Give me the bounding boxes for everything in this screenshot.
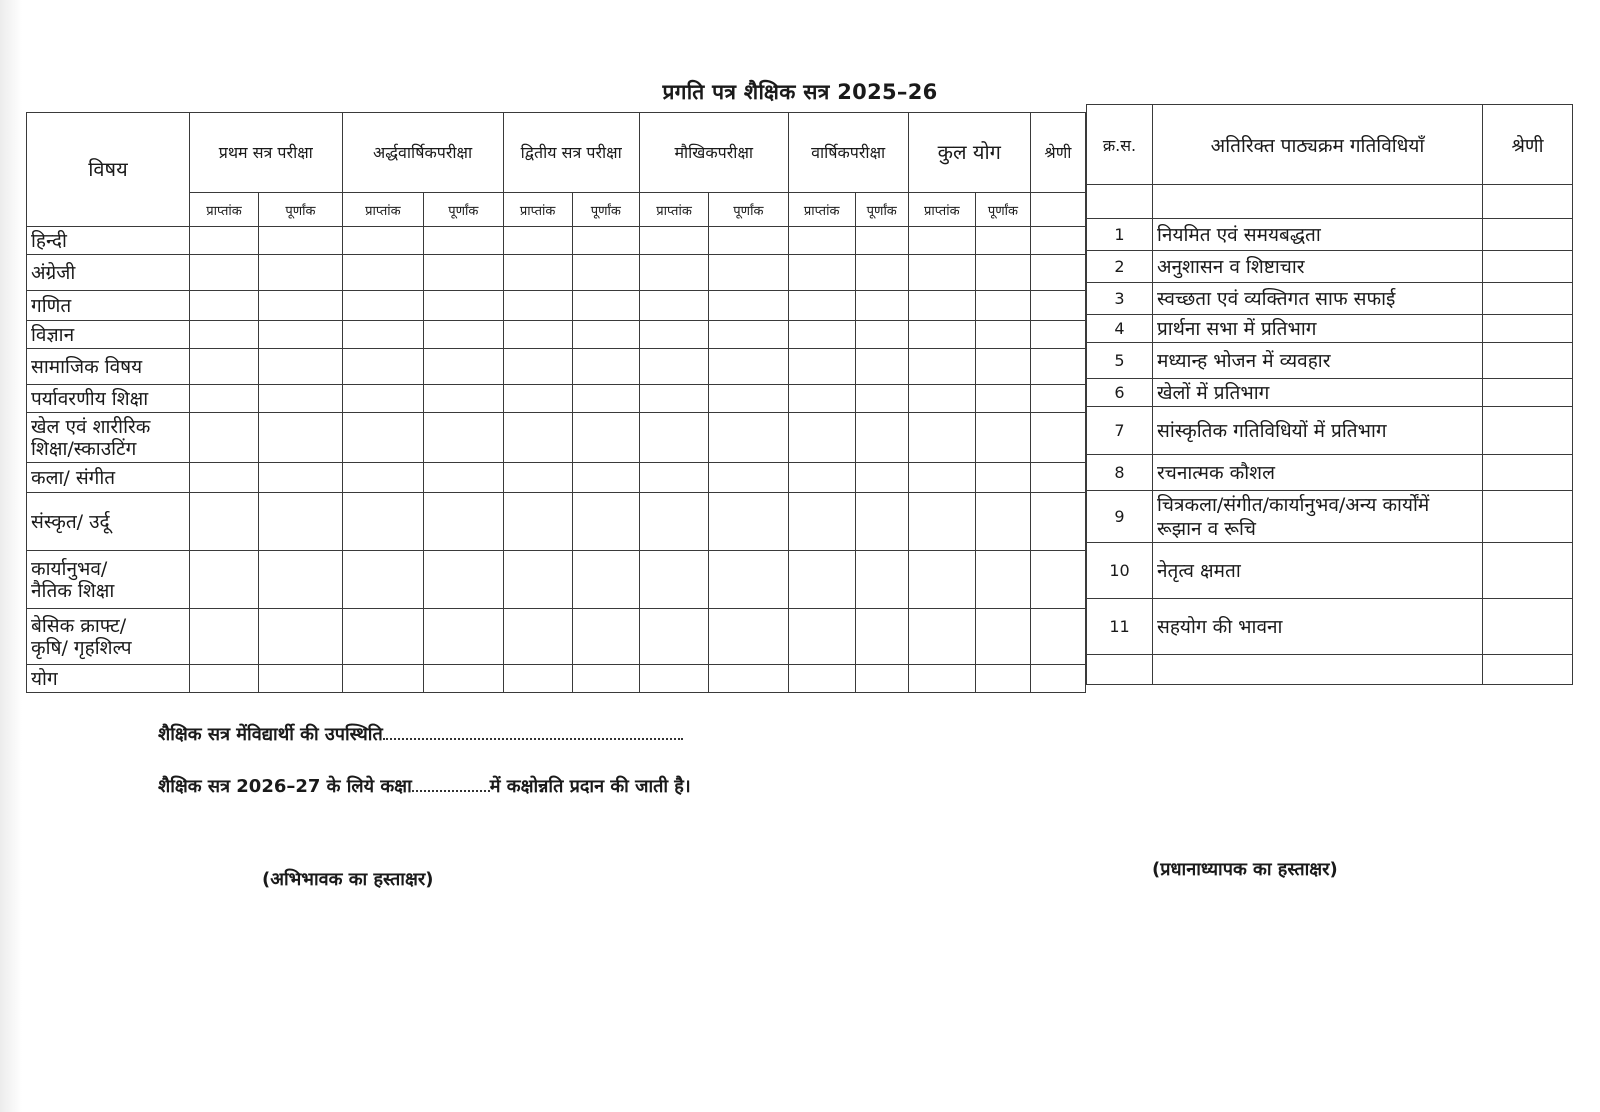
subject-name-line: कृषि/ गृहशिल्प	[31, 636, 132, 659]
activity-row	[1087, 343, 1573, 379]
activity-row	[1087, 219, 1573, 251]
marks-cell[interactable]	[639, 349, 708, 385]
class-blank[interactable]	[412, 776, 490, 792]
marks-cell[interactable]	[572, 665, 639, 693]
marks-cell[interactable]	[1030, 665, 1085, 693]
marks-cell[interactable]	[503, 609, 572, 665]
activity-grade-cell[interactable]	[1483, 407, 1573, 455]
marks-cell[interactable]	[342, 291, 423, 321]
marks-cell[interactable]	[1030, 551, 1085, 609]
marks-cell[interactable]	[424, 291, 503, 321]
exam-group-header: वार्षिकपरीक्षा	[788, 113, 908, 193]
marks-cell[interactable]	[855, 385, 908, 413]
activity-row	[1087, 315, 1573, 343]
marks-cell[interactable]	[259, 665, 343, 693]
guardian-signature: (अभिभावक का हस्ताक्षर)	[262, 869, 434, 890]
marks-cell[interactable]	[342, 665, 423, 693]
marks-cell[interactable]	[342, 385, 423, 413]
activity-number: 3	[1087, 283, 1153, 315]
subject-row	[27, 321, 1086, 349]
marks-cell[interactable]	[855, 349, 908, 385]
marks-cell[interactable]	[709, 321, 788, 349]
subject-name-line: शिक्षा/स्काउटिंग	[31, 437, 137, 460]
marks-cell[interactable]	[259, 413, 343, 463]
marks-cell[interactable]	[189, 493, 258, 551]
subject-name: कला/ संगीत	[27, 463, 190, 493]
activity-grade-cell[interactable]	[1483, 543, 1573, 599]
marks-cell[interactable]	[908, 255, 975, 291]
activity-number: 5	[1087, 343, 1153, 379]
marks-cell[interactable]	[709, 385, 788, 413]
subject-row	[27, 255, 1086, 291]
marks-cell[interactable]	[259, 291, 343, 321]
activity-name: सहयोग की भावना	[1153, 599, 1483, 655]
promotion-label-before: शैक्षिक सत्र 2026–27 के लिये कक्षा	[158, 776, 412, 797]
marks-cell[interactable]	[503, 227, 572, 255]
activities-table	[1086, 104, 1573, 685]
marks-cell[interactable]	[572, 385, 639, 413]
marks-cell[interactable]	[639, 255, 708, 291]
marks-cell[interactable]	[189, 551, 258, 609]
activity-name: स्वच्छता एवं व्यक्तिगत साफ सफाई	[1153, 283, 1483, 315]
subject-name: संस्कृत/ उर्दू	[27, 493, 190, 551]
activity-row	[1087, 491, 1573, 543]
subject-name-line: नैतिक शिक्षा	[31, 579, 115, 602]
marks-cell[interactable]	[572, 551, 639, 609]
marks-cell[interactable]	[975, 255, 1030, 291]
marks-cell[interactable]	[572, 321, 639, 349]
marks-cell[interactable]	[189, 463, 258, 493]
subject-name: हिन्दी	[27, 227, 190, 255]
marks-cell[interactable]	[424, 413, 503, 463]
marks-cell[interactable]	[572, 291, 639, 321]
marks-cell[interactable]	[908, 291, 975, 321]
paper-edge-shadow	[0, 0, 22, 1112]
max-marks-header: पूर्णांक	[709, 193, 788, 227]
subject-name: पर्यावरणीय शिक्षा	[27, 385, 190, 413]
marks-cell[interactable]	[424, 255, 503, 291]
subject-name	[27, 413, 190, 463]
marks-cell[interactable]	[788, 227, 855, 255]
activity-name: सांस्कृतिक गतिविधियों में प्रतिभाग	[1153, 407, 1483, 455]
attendance-label: शैक्षिक सत्र मेंविद्यार्थी की उपस्थिति	[158, 724, 383, 745]
activity-row	[1087, 379, 1573, 407]
marks-cell[interactable]	[788, 463, 855, 493]
activity-grade-cell[interactable]	[1483, 219, 1573, 251]
marks-cell[interactable]	[975, 291, 1030, 321]
obtained-marks-header: प्राप्तांक	[788, 193, 855, 227]
marks-cell[interactable]	[572, 493, 639, 551]
marks-cell[interactable]	[1030, 413, 1085, 463]
marks-cell[interactable]	[503, 551, 572, 609]
marks-cell[interactable]	[259, 321, 343, 349]
marks-cell[interactable]	[189, 385, 258, 413]
marks-cell[interactable]	[342, 227, 423, 255]
subject-name	[27, 609, 190, 665]
marks-cell[interactable]	[259, 551, 343, 609]
activity-grade-header: श्रेणी	[1483, 105, 1573, 185]
marks-cell[interactable]	[259, 609, 343, 665]
activity-row	[1087, 283, 1573, 315]
subject-row	[27, 609, 1086, 665]
max-marks-header: पूर्णांक	[572, 193, 639, 227]
activity-grade-cell[interactable]	[1483, 251, 1573, 283]
activity-row	[1087, 407, 1573, 455]
marks-cell[interactable]	[639, 493, 708, 551]
marks-cell[interactable]	[855, 665, 908, 693]
marks-cell[interactable]	[788, 349, 855, 385]
marks-cell[interactable]	[342, 349, 423, 385]
marks-cell[interactable]	[1030, 227, 1085, 255]
activity-name: अनुशासन व शिष्टाचार	[1153, 251, 1483, 283]
marks-cell[interactable]	[855, 463, 908, 493]
marks-cell[interactable]	[639, 321, 708, 349]
marks-cell[interactable]	[908, 493, 975, 551]
marks-cell[interactable]	[639, 665, 708, 693]
max-marks-header: पूर्णांक	[855, 193, 908, 227]
marks-cell[interactable]	[709, 493, 788, 551]
marks-cell[interactable]	[709, 463, 788, 493]
marks-cell[interactable]	[259, 463, 343, 493]
marks-cell[interactable]	[572, 413, 639, 463]
activity-name: रचनात्मक कौशल	[1153, 455, 1483, 491]
marks-cell[interactable]	[908, 385, 975, 413]
subject-row	[27, 463, 1086, 493]
marks-cell[interactable]	[424, 321, 503, 349]
marks-cell[interactable]	[855, 609, 908, 665]
marks-cell[interactable]	[855, 493, 908, 551]
activity-grade-cell[interactable]	[1483, 315, 1573, 343]
marks-cell[interactable]	[424, 493, 503, 551]
marks-cell[interactable]	[855, 227, 908, 255]
marks-cell[interactable]	[709, 349, 788, 385]
max-marks-header: पूर्णांक	[259, 193, 343, 227]
marks-cell[interactable]	[1030, 493, 1085, 551]
subject-name-line: खेल एवं शारीरिक	[31, 415, 151, 438]
marks-cell[interactable]	[975, 385, 1030, 413]
marks-cell[interactable]	[342, 463, 423, 493]
activity-number: 1	[1087, 219, 1153, 251]
marks-cell[interactable]	[1030, 463, 1085, 493]
marks-cell[interactable]	[503, 349, 572, 385]
activity-number: 6	[1087, 379, 1153, 407]
obtained-marks-header: प्राप्तांक	[189, 193, 258, 227]
activity-number: 9	[1087, 491, 1153, 543]
marks-cell[interactable]	[342, 551, 423, 609]
marks-cell[interactable]	[855, 413, 908, 463]
marks-cell[interactable]	[259, 255, 343, 291]
marks-cell[interactable]	[709, 227, 788, 255]
marks-cell[interactable]	[424, 227, 503, 255]
activity-number: 7	[1087, 407, 1153, 455]
marks-cell[interactable]	[189, 413, 258, 463]
subject-row	[27, 291, 1086, 321]
marks-cell[interactable]	[189, 291, 258, 321]
marks-cell[interactable]	[788, 321, 855, 349]
activities-end-row	[1087, 655, 1573, 685]
marks-cell[interactable]	[1030, 609, 1085, 665]
marks-cell[interactable]	[975, 321, 1030, 349]
subject-name: गणित	[27, 291, 190, 321]
subject-name-line: कार्यानुभव/	[31, 557, 108, 580]
subject-name: अंग्रेजी	[27, 255, 190, 291]
activities-spacer-row	[1087, 185, 1573, 219]
marks-cell[interactable]	[975, 609, 1030, 665]
obtained-marks-header: प्राप्तांक	[342, 193, 423, 227]
activity-name: नेतृत्व क्षमता	[1153, 543, 1483, 599]
obtained-marks-header: प्राप्तांक	[908, 193, 975, 227]
exam-group-header: कुल योग	[908, 113, 1030, 193]
marks-cell[interactable]	[855, 551, 908, 609]
activity-header: अतिरिक्त पाठ्यक्रम गतिविधियॉं	[1153, 105, 1483, 185]
marks-cell[interactable]	[342, 609, 423, 665]
activity-grade-cell[interactable]	[1483, 599, 1573, 655]
marks-cell[interactable]	[639, 609, 708, 665]
marks-cell[interactable]	[855, 321, 908, 349]
marks-cell[interactable]	[189, 609, 258, 665]
marks-cell[interactable]	[975, 665, 1030, 693]
marks-cell[interactable]	[572, 609, 639, 665]
marks-cell[interactable]	[503, 665, 572, 693]
marks-cell[interactable]	[424, 609, 503, 665]
marks-cell[interactable]	[259, 227, 343, 255]
marks-cell[interactable]	[639, 413, 708, 463]
activity-grade-cell[interactable]	[1483, 455, 1573, 491]
marks-cell[interactable]	[908, 609, 975, 665]
exam-group-header: मौखिकपरीक्षा	[639, 113, 788, 193]
activities-header-row	[1087, 105, 1573, 185]
grade-header: श्रेणी	[1030, 113, 1085, 193]
activity-grade-cell[interactable]	[1483, 283, 1573, 315]
activity-name: मध्यान्ह भोजन में व्यवहार	[1153, 343, 1483, 379]
activity-number: 10	[1087, 543, 1153, 599]
marks-cell[interactable]	[259, 349, 343, 385]
marks-cell[interactable]	[342, 255, 423, 291]
exam-group-header: प्रथम सत्र परीक्षा	[189, 113, 342, 193]
activity-row	[1087, 251, 1573, 283]
marks-cell[interactable]	[908, 349, 975, 385]
marks-cell[interactable]	[424, 551, 503, 609]
attendance-line	[158, 722, 683, 746]
activity-number: 8	[1087, 455, 1153, 491]
marks-cell[interactable]	[189, 255, 258, 291]
marks-cell[interactable]	[424, 463, 503, 493]
marks-cell[interactable]	[189, 349, 258, 385]
marks-cell[interactable]	[639, 291, 708, 321]
marks-cell[interactable]	[572, 463, 639, 493]
activity-name: नियमित एवं समयबद्धता	[1153, 219, 1483, 251]
marks-cell[interactable]	[572, 349, 639, 385]
subject-row	[27, 349, 1086, 385]
marks-cell[interactable]	[709, 291, 788, 321]
marks-cell[interactable]	[503, 291, 572, 321]
exam-group-header: द्वितीय सत्र परीक्षा	[503, 113, 639, 193]
marks-cell[interactable]	[788, 551, 855, 609]
marks-cell[interactable]	[709, 413, 788, 463]
marks-cell[interactable]	[908, 665, 975, 693]
marks-cell[interactable]	[503, 493, 572, 551]
marks-cell[interactable]	[788, 291, 855, 321]
exam-group-header: अर्द्धवार्षिकपरीक्षा	[342, 113, 503, 193]
activity-row	[1087, 543, 1573, 599]
marks-cell[interactable]	[855, 255, 908, 291]
marks-cell[interactable]	[709, 255, 788, 291]
marks-cell[interactable]	[855, 291, 908, 321]
marks-cell[interactable]	[788, 493, 855, 551]
marks-cell[interactable]	[908, 551, 975, 609]
report-card-title: प्रगति पत्र शैक्षिक सत्र 2025–26	[662, 80, 938, 104]
marks-cell[interactable]	[975, 551, 1030, 609]
marks-cell[interactable]	[424, 385, 503, 413]
marks-cell[interactable]	[1030, 385, 1085, 413]
activity-row	[1087, 599, 1573, 655]
principal-signature: (प्रधानाध्यापक का हस्ताक्षर)	[1152, 859, 1338, 880]
subject-name: योग	[27, 665, 190, 693]
subject-name-line: बेसिक क्राफ्ट/	[31, 614, 127, 637]
activity-name: खेलों में प्रतिभाग	[1153, 379, 1483, 407]
marks-cell[interactable]	[189, 665, 258, 693]
max-marks-header: पूर्णांक	[975, 193, 1030, 227]
marks-cell[interactable]	[572, 227, 639, 255]
activity-name: प्रार्थना सभा में प्रतिभाग	[1153, 315, 1483, 343]
subject-row	[27, 227, 1086, 255]
marks-cell[interactable]	[975, 349, 1030, 385]
marks-cell[interactable]	[503, 385, 572, 413]
marks-cell[interactable]	[908, 463, 975, 493]
marks-cell[interactable]	[788, 255, 855, 291]
marks-cell[interactable]	[342, 321, 423, 349]
marks-cell[interactable]	[639, 227, 708, 255]
marks-cell[interactable]	[259, 493, 343, 551]
marks-cell[interactable]	[709, 665, 788, 693]
marks-cell[interactable]	[342, 493, 423, 551]
marks-cell[interactable]	[788, 413, 855, 463]
marks-cell[interactable]	[975, 493, 1030, 551]
serial-number-header: क्र.स.	[1087, 105, 1153, 185]
marks-cell[interactable]	[788, 385, 855, 413]
activity-name: चित्रकला/संगीत/कार्यानुभव/अन्य कार्योंमें रूझान व रूचि	[1153, 491, 1483, 543]
subject-row	[27, 413, 1086, 463]
marks-cell[interactable]	[503, 463, 572, 493]
promotion-line	[158, 774, 691, 798]
marks-cell[interactable]	[503, 413, 572, 463]
marks-cell[interactable]	[259, 385, 343, 413]
marks-cell[interactable]	[639, 463, 708, 493]
marks-cell[interactable]	[1030, 291, 1085, 321]
marks-cell[interactable]	[639, 551, 708, 609]
activity-number: 4	[1087, 315, 1153, 343]
marks-cell[interactable]	[908, 413, 975, 463]
subject-name: सामाजिक विषय	[27, 349, 190, 385]
obtained-marks-header: प्राप्तांक	[639, 193, 708, 227]
activity-grade-cell[interactable]	[1483, 491, 1573, 543]
marks-cell[interactable]	[788, 609, 855, 665]
promotion-label-after: में कक्षोन्नति प्रदान की जाती है।	[489, 776, 691, 797]
marks-cell[interactable]	[975, 413, 1030, 463]
marks-cell[interactable]	[709, 551, 788, 609]
marks-cell[interactable]	[975, 227, 1030, 255]
marks-cell[interactable]	[908, 321, 975, 349]
attendance-blank[interactable]	[383, 724, 683, 740]
activity-grade-cell[interactable]	[1483, 343, 1573, 379]
activity-number: 2	[1087, 251, 1153, 283]
activity-grade-cell[interactable]	[1483, 379, 1573, 407]
subject-row	[27, 493, 1086, 551]
marks-cell[interactable]	[788, 665, 855, 693]
marks-cell[interactable]	[1030, 349, 1085, 385]
marks-cell[interactable]	[503, 321, 572, 349]
marks-cell[interactable]	[189, 321, 258, 349]
activity-number: 11	[1087, 599, 1153, 655]
marks-cell[interactable]	[639, 385, 708, 413]
subject-header: विषय	[27, 113, 190, 227]
marks-cell[interactable]	[1030, 255, 1085, 291]
marks-cell[interactable]	[709, 609, 788, 665]
marks-cell[interactable]	[424, 665, 503, 693]
subject-name	[27, 551, 190, 609]
marks-cell[interactable]	[503, 255, 572, 291]
marks-cell[interactable]	[572, 255, 639, 291]
activity-row	[1087, 455, 1573, 491]
marks-table	[26, 112, 1086, 693]
marks-cell[interactable]	[189, 227, 258, 255]
subject-row	[27, 665, 1086, 693]
subject-row	[27, 551, 1086, 609]
max-marks-header: पूर्णांक	[424, 193, 503, 227]
marks-cell[interactable]	[975, 463, 1030, 493]
marks-cell[interactable]	[424, 349, 503, 385]
marks-table-group-header	[27, 113, 1086, 193]
marks-cell[interactable]	[342, 413, 423, 463]
subject-name: विज्ञान	[27, 321, 190, 349]
marks-cell[interactable]	[1030, 321, 1085, 349]
subject-row	[27, 385, 1086, 413]
obtained-marks-header: प्राप्तांक	[503, 193, 572, 227]
marks-cell[interactable]	[908, 227, 975, 255]
